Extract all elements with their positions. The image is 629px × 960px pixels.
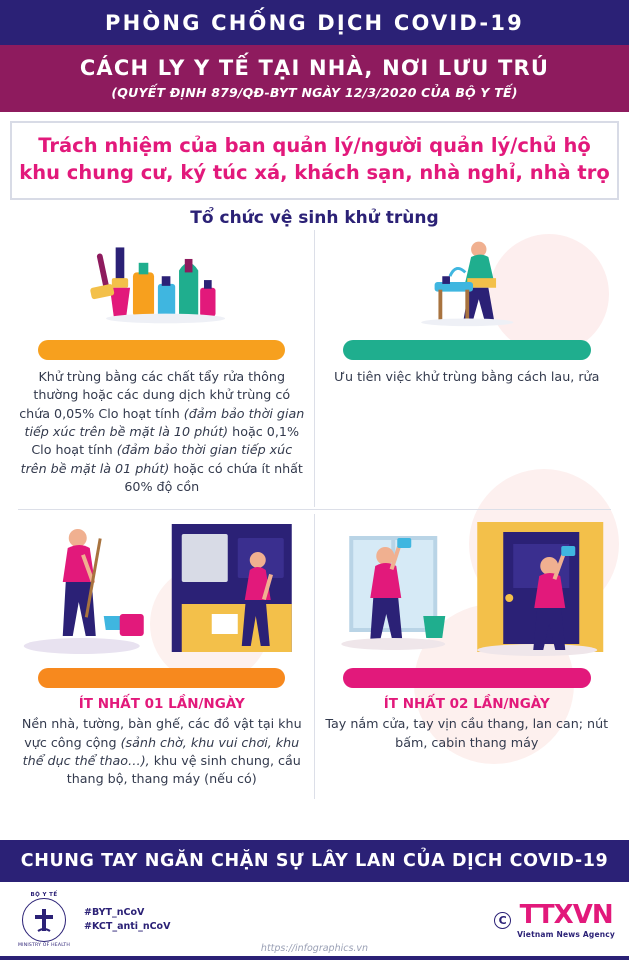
wiping-door-handle-icon: [323, 518, 612, 658]
ministry-top-label: BỘ Y TẾ: [30, 892, 58, 898]
pill-bar-orange: [38, 340, 285, 360]
info-cell-handwashing: [315, 230, 620, 507]
cell-heading-daily-twice: ÍT NHẤT 02 LẦN/NGÀY: [383, 696, 550, 713]
ministry-of-health-logo: [14, 892, 74, 948]
agency-logo: [517, 899, 615, 939]
subtitle-text: CÁCH LY Y TẾ TẠI NHÀ, NƠI LƯU TRÚ: [79, 56, 550, 80]
cell-text-daily-once: Nền nhà, tường, bàn ghế, các đồ vật tại khu vực công cộng (sảnh chờ, khu vui chơi, khu thể dục thể thao…), khu vệ sinh chung, cầu thang bộ, thang máy (nếu có): [21, 716, 302, 787]
responsibility-line-1: Trách nhiệm của ban quản lý/người quản lý/chủ hộ: [38, 134, 591, 157]
pill-bar-orange-2: [38, 668, 285, 688]
cell-text-daily-twice: Tay nắm cửa, tay vịn cầu thang, lan can; nút bấm, cabin thang máy: [325, 716, 609, 750]
row-divider: [18, 509, 611, 511]
cell-heading-daily-once: ÍT NHẤT 01 LẦN/NGÀY: [78, 696, 245, 713]
cell-text-disinfectant: Khử trùng bằng các chất tẩy rửa thông thường hoặc các dung dịch khử trùng có chứa 0,05% Clo hoạt tính (đảm bảo thời gian tiếp xúc trên bề mặt là 10 phút) hoặc 0,1% Clo hoạt tính (đảm bảo thời gian tiếp xúc trên bề mặt là 01 phút) hoặc có chứa ít nhất 60% độ cồn: [19, 368, 305, 495]
cleaning-supplies-icon: [18, 234, 306, 330]
ministry-emblem-icon: [22, 898, 66, 942]
agency-brand: [494, 899, 615, 939]
info-cell-disinfectant: [10, 230, 315, 507]
pill-bar-pink: [343, 668, 591, 688]
info-cell-daily-once: [10, 514, 315, 799]
page-title: PHÒNG CHỐNG DỊCH COVID-19: [0, 0, 629, 45]
ministry-bottom-label: MINISTRY OF HEALTH: [18, 943, 70, 948]
website-url: https://infographics.vn: [260, 943, 369, 954]
content-grid-row-1: [0, 230, 629, 507]
responsibility-line-2: khu chung cư, ký túc xá, khách sạn, nhà nghỉ, nhà trọ: [19, 160, 610, 184]
footer-bar: [0, 882, 629, 956]
pill-bar-green: [343, 340, 591, 360]
footer-slogan: CHUNG TAY NGĂN CHẶN SỰ LÂY LAN CỦA DỊCH COVID-19: [0, 840, 629, 882]
responsibility-box: [10, 121, 619, 200]
info-cell-daily-twice: [315, 514, 620, 799]
copyright-icon: C: [494, 912, 511, 929]
hashtag-item: #BYT_nCoV: [84, 906, 145, 918]
hashtag-item: #KCT_anti_nCoV: [84, 921, 171, 932]
cell-text-handwashing: Ưu tiên việc khử trùng bằng cách lau, rửa: [334, 368, 600, 384]
agency-name: TTXVN: [519, 899, 613, 930]
agency-subtitle: Vietnam News Agency: [517, 929, 615, 939]
bottom-strip: [0, 956, 629, 960]
subtitle-banner: [0, 45, 629, 112]
content-area: [0, 204, 629, 840]
handwashing-icon: [323, 234, 612, 330]
mopping-floor-icon: [18, 518, 306, 658]
section-title: Tổ chức vệ sinh khử trùng: [190, 207, 439, 228]
content-grid-row-2: [0, 514, 629, 799]
hashtag-list: [84, 906, 170, 935]
decision-reference: (QUYẾT ĐỊNH 879/QĐ-BYT NGÀY 12/3/2020 CỦA BỘ Y TẾ): [111, 85, 518, 100]
